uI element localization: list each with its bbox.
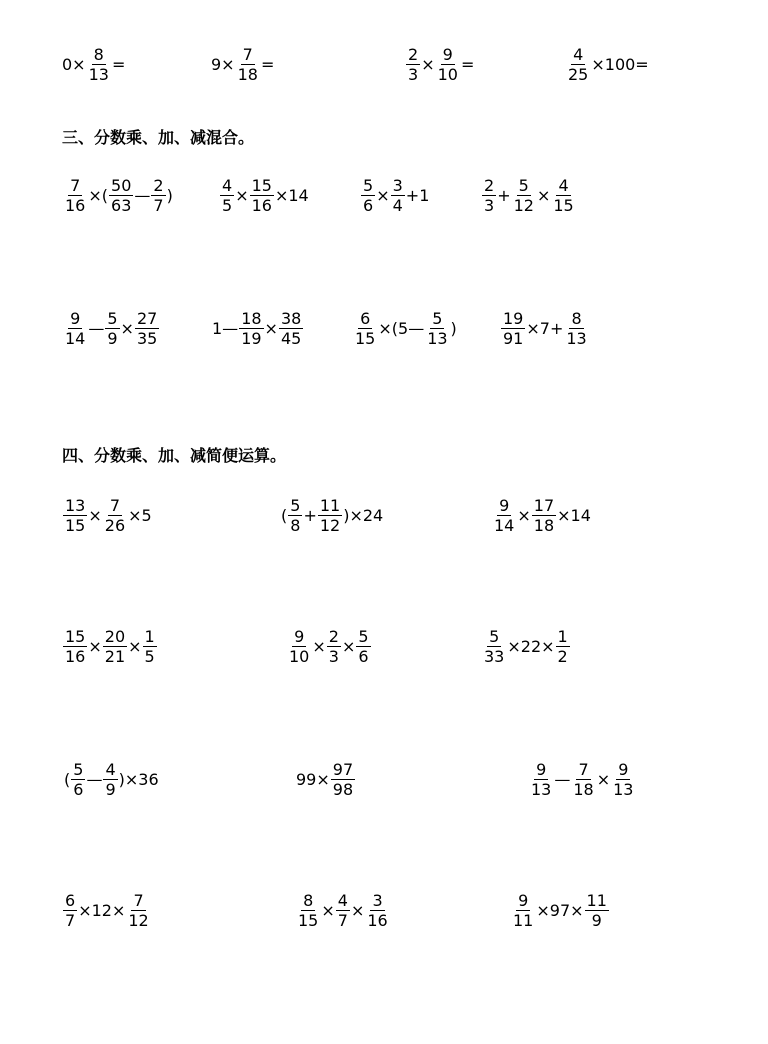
denominator: 45 xyxy=(280,329,302,348)
section-3-title: 三、分数乘、加、减混合。 xyxy=(62,128,255,147)
denominator: 8 xyxy=(290,516,301,535)
denominator: 7 xyxy=(337,911,348,930)
operator-text: × xyxy=(350,900,365,920)
numerator: 5 xyxy=(107,309,118,328)
fraction xyxy=(512,177,536,214)
denominator: 98 xyxy=(332,780,354,799)
operator-text: 99× xyxy=(296,769,330,789)
numerator: 9 xyxy=(536,760,547,779)
fraction xyxy=(556,628,570,665)
denominator: 26 xyxy=(104,516,126,535)
operator-text: = xyxy=(111,54,126,74)
operator-text: ×7+ xyxy=(526,318,564,338)
numerator: 20 xyxy=(104,627,126,646)
denominator: 10 xyxy=(437,65,458,84)
fraction xyxy=(239,310,263,347)
expression-s4-r4-2 xyxy=(295,892,391,929)
fraction xyxy=(109,177,133,214)
operator-text: ×100= xyxy=(591,54,649,74)
numerator: 1 xyxy=(557,627,568,646)
denominator: 6 xyxy=(358,647,369,666)
denominator: 13 xyxy=(566,329,587,348)
numerator: 38 xyxy=(280,309,302,328)
fraction xyxy=(532,497,556,534)
expression-s4-r1-3 xyxy=(491,497,591,534)
numerator: 8 xyxy=(93,45,104,64)
denominator: 9 xyxy=(105,780,116,799)
numerator: 9 xyxy=(70,309,81,328)
expression-s3-r1-2 xyxy=(219,177,309,214)
denominator: 3 xyxy=(328,647,339,666)
fraction xyxy=(566,46,590,83)
expression-r0-3 xyxy=(405,46,474,83)
numerator: 9 xyxy=(618,760,629,779)
denominator: 15 xyxy=(298,911,319,930)
fraction xyxy=(236,46,260,83)
operator-text: × xyxy=(88,636,102,656)
denominator: 15 xyxy=(553,196,574,215)
numerator: 11 xyxy=(586,891,607,910)
operator-text: × xyxy=(421,54,435,74)
operator-text: — xyxy=(554,769,571,789)
expression-s3-r2-4 xyxy=(500,310,590,347)
denominator: 11 xyxy=(513,911,534,930)
denominator: 5 xyxy=(222,196,233,215)
operator-text: × xyxy=(128,636,142,656)
numerator: 27 xyxy=(136,309,158,328)
numerator: 9 xyxy=(518,891,529,910)
fraction xyxy=(63,310,87,347)
denominator: 15 xyxy=(65,516,86,535)
numerator: 2 xyxy=(484,176,495,195)
denominator: 91 xyxy=(503,329,524,348)
numerator: 2 xyxy=(408,45,419,64)
denominator: 14 xyxy=(65,329,86,348)
operator-text: )×24 xyxy=(343,505,384,525)
denominator: 6 xyxy=(73,780,84,799)
fraction xyxy=(391,177,405,214)
fraction xyxy=(331,761,355,798)
operator-text: ) xyxy=(450,318,457,338)
operator-text: = xyxy=(460,54,475,74)
fraction xyxy=(365,892,389,929)
expression-s4-r2-3 xyxy=(481,628,571,665)
fraction xyxy=(71,761,85,798)
operator-text: — xyxy=(88,318,105,338)
fraction xyxy=(482,177,496,214)
operator-text: × xyxy=(596,769,611,789)
numerator: 11 xyxy=(319,496,341,515)
expression-s4-r4-3 xyxy=(510,892,610,929)
numerator: 50 xyxy=(111,176,132,195)
fraction xyxy=(353,310,377,347)
fraction xyxy=(406,46,420,83)
denominator: 21 xyxy=(104,647,126,666)
fraction xyxy=(529,761,553,798)
expression-s4-r1-1 xyxy=(62,497,152,534)
operator-text: — xyxy=(134,185,151,205)
numerator: 9 xyxy=(294,627,305,646)
denominator: 12 xyxy=(128,911,149,930)
operator-text: = xyxy=(260,54,275,74)
denominator: 6 xyxy=(363,196,374,215)
denominator: 16 xyxy=(65,647,86,666)
numerator: 4 xyxy=(105,760,116,779)
expression-s4-r3-2 xyxy=(296,761,356,798)
numerator: 19 xyxy=(503,309,524,328)
numerator: 3 xyxy=(372,891,383,910)
denominator: 2 xyxy=(557,647,568,666)
operator-text: ( xyxy=(281,505,288,525)
fraction xyxy=(105,310,119,347)
numerator: 2 xyxy=(328,627,339,646)
numerator: 8 xyxy=(303,891,314,910)
numerator: 1 xyxy=(144,627,155,646)
numerator: 5 xyxy=(73,760,84,779)
denominator: 35 xyxy=(136,329,158,348)
operator-text: × xyxy=(88,505,102,525)
denominator: 13 xyxy=(427,329,448,348)
numerator: 5 xyxy=(290,496,301,515)
fraction xyxy=(611,761,635,798)
operator-text: 9× xyxy=(211,54,235,74)
numerator: 3 xyxy=(392,176,403,195)
fraction xyxy=(63,497,87,534)
fraction xyxy=(318,497,342,534)
denominator: 25 xyxy=(568,65,589,84)
expression-r0-1 xyxy=(62,46,125,83)
expression-s4-r3-1 xyxy=(64,761,159,798)
operator-text: × xyxy=(120,318,134,338)
expression-s3-r2-1 xyxy=(62,310,160,347)
expression-s3-r1-4 xyxy=(481,177,577,214)
numerator: 6 xyxy=(65,891,76,910)
expression-r0-2 xyxy=(211,46,274,83)
numerator: 18 xyxy=(241,309,262,328)
operator-text: ×97× xyxy=(536,900,584,920)
operator-text: +1 xyxy=(405,185,430,205)
denominator: 3 xyxy=(408,65,419,84)
denominator: 16 xyxy=(251,196,272,215)
denominator: 16 xyxy=(367,911,388,930)
fraction xyxy=(63,892,77,929)
operator-text: — xyxy=(86,769,103,789)
fraction xyxy=(436,46,460,83)
fraction xyxy=(63,628,87,665)
denominator: 12 xyxy=(513,196,534,215)
expression-s4-r3-3 xyxy=(528,761,636,798)
denominator: 14 xyxy=(494,516,515,535)
numerator: 17 xyxy=(533,496,555,515)
operator-text: × xyxy=(264,318,278,338)
numerator: 97 xyxy=(332,760,354,779)
denominator: 18 xyxy=(237,65,258,84)
operator-text: × xyxy=(517,505,531,525)
fraction xyxy=(220,177,234,214)
expression-r0-4 xyxy=(565,46,649,83)
fraction xyxy=(564,310,588,347)
numerator: 4 xyxy=(558,176,569,195)
fraction xyxy=(103,497,127,534)
numerator: 7 xyxy=(242,45,253,64)
denominator: 3 xyxy=(484,196,495,215)
fraction xyxy=(126,892,150,929)
expression-s3-r2-3 xyxy=(352,310,457,347)
fraction xyxy=(501,310,525,347)
numerator: 2 xyxy=(153,176,164,195)
operator-text: ×(5— xyxy=(378,318,425,338)
expression-s4-r4-1 xyxy=(62,892,152,929)
fraction xyxy=(336,892,350,929)
operator-text: × xyxy=(235,185,249,205)
expression-s3-r1-3 xyxy=(360,177,429,214)
numerator: 8 xyxy=(571,309,582,328)
denominator: 9 xyxy=(591,911,602,930)
operator-text: ×14 xyxy=(274,185,309,205)
fraction xyxy=(356,628,370,665)
denominator: 15 xyxy=(355,329,376,348)
denominator: 5 xyxy=(144,647,155,666)
fraction xyxy=(135,310,159,347)
denominator: 9 xyxy=(107,329,118,348)
fraction xyxy=(103,761,117,798)
operator-text: × xyxy=(312,636,326,656)
denominator: 16 xyxy=(65,196,86,215)
expression-s4-r2-2 xyxy=(286,628,372,665)
fraction xyxy=(551,177,575,214)
numerator: 13 xyxy=(65,496,86,515)
operator-text: × xyxy=(536,185,551,205)
numerator: 4 xyxy=(337,891,348,910)
denominator: 19 xyxy=(241,329,262,348)
expression-s3-r1-1 xyxy=(62,177,173,214)
fraction xyxy=(571,761,595,798)
fraction xyxy=(143,628,157,665)
fraction xyxy=(361,177,375,214)
numerator: 7 xyxy=(578,760,589,779)
denominator: 12 xyxy=(319,516,341,535)
numerator: 6 xyxy=(360,309,371,328)
operator-text: ×14 xyxy=(557,505,591,525)
denominator: 18 xyxy=(533,516,555,535)
operator-text: ×( xyxy=(88,185,109,205)
operator-text: )×36 xyxy=(118,769,159,789)
operator-text: 0× xyxy=(62,54,86,74)
fraction xyxy=(585,892,609,929)
denominator: 13 xyxy=(88,65,109,84)
numerator: 5 xyxy=(518,176,529,195)
denominator: 13 xyxy=(531,780,552,799)
expression-s4-r1-2 xyxy=(281,497,383,534)
numerator: 5 xyxy=(363,176,374,195)
operator-text: ) xyxy=(166,185,173,205)
fraction xyxy=(287,628,311,665)
numerator: 15 xyxy=(65,627,86,646)
denominator: 4 xyxy=(392,196,403,215)
section-4-title: 四、分数乘、加、减简便运算。 xyxy=(62,446,287,465)
operator-text: + xyxy=(497,185,511,205)
fraction xyxy=(151,177,165,214)
numerator: 7 xyxy=(70,176,81,195)
fraction xyxy=(492,497,516,534)
denominator: 18 xyxy=(573,780,594,799)
operator-text: ×5 xyxy=(128,505,152,525)
fraction xyxy=(511,892,535,929)
denominator: 63 xyxy=(111,196,132,215)
fraction xyxy=(482,628,506,665)
denominator: 10 xyxy=(289,647,310,666)
numerator: 7 xyxy=(133,891,144,910)
denominator: 7 xyxy=(65,911,76,930)
fraction xyxy=(63,177,87,214)
operator-text: × xyxy=(376,185,390,205)
fraction xyxy=(296,892,320,929)
numerator: 4 xyxy=(222,176,233,195)
denominator: 7 xyxy=(153,196,164,215)
operator-text: ×12× xyxy=(78,900,126,920)
numerator: 15 xyxy=(251,176,272,195)
numerator: 5 xyxy=(432,309,443,328)
operator-text: + xyxy=(303,505,317,525)
fraction xyxy=(327,628,341,665)
fraction xyxy=(250,177,274,214)
expression-s4-r2-1 xyxy=(62,628,158,665)
expression-s3-r2-2 xyxy=(212,310,304,347)
denominator: 13 xyxy=(613,780,634,799)
numerator: 9 xyxy=(499,496,510,515)
numerator: 7 xyxy=(109,496,121,515)
fraction xyxy=(87,46,111,83)
fraction xyxy=(103,628,127,665)
fraction xyxy=(288,497,302,534)
fraction xyxy=(279,310,303,347)
numerator: 5 xyxy=(489,627,500,646)
operator-text: × xyxy=(341,636,356,656)
fraction xyxy=(425,310,449,347)
operator-text: ×22× xyxy=(507,636,555,656)
numerator: 5 xyxy=(358,627,369,646)
numerator: 9 xyxy=(442,45,453,64)
denominator: 33 xyxy=(484,647,505,666)
operator-text: 1— xyxy=(212,318,239,338)
operator-text: ( xyxy=(64,769,71,789)
numerator: 4 xyxy=(573,45,584,64)
operator-text: × xyxy=(321,900,335,920)
